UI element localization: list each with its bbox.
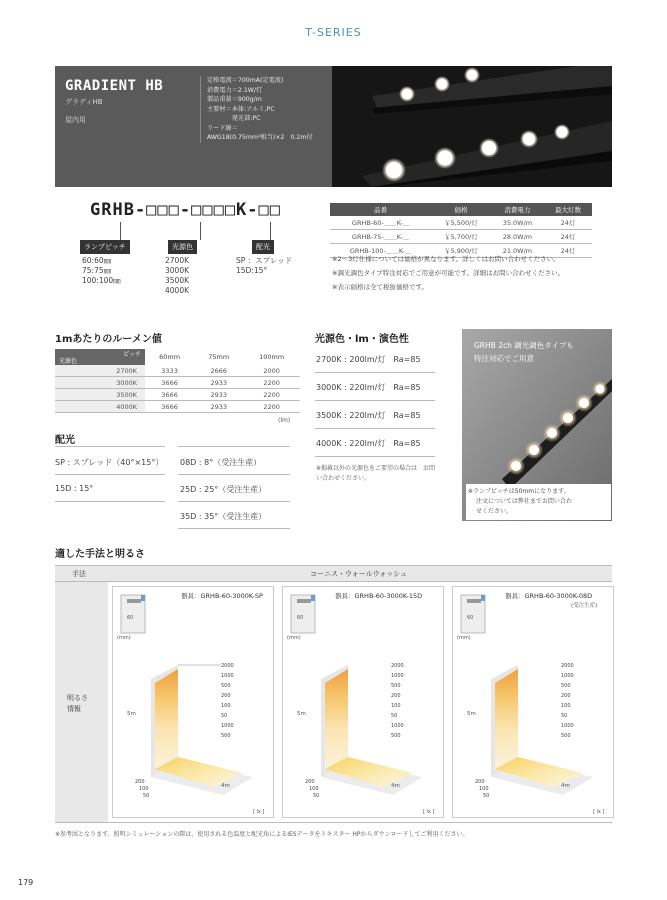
pitch-label: ランプピッチ [80, 240, 130, 254]
divider [55, 474, 165, 475]
feature-note-line: ※ランプピッチは50mmになります。 [468, 488, 570, 495]
divider [178, 528, 290, 529]
spec-line: 製品重量＝900g/m [207, 96, 262, 103]
lx-label: 1000 [391, 723, 404, 729]
product-use: 屋内用 [65, 116, 86, 124]
spec-line: 発光部:PC [207, 115, 261, 122]
color-options [165, 256, 189, 296]
cell: GRHB-100-＿＿K-＿ [330, 244, 431, 258]
cell: ￥5,500/灯 [431, 216, 491, 230]
color-option: 3500K [165, 276, 190, 285]
lumen-header: 100mm [243, 349, 300, 365]
cell: 35.0W/m [491, 216, 544, 230]
lx-unit: [ lx ] [423, 809, 435, 815]
brightness-panel-15d [282, 586, 444, 818]
colortemp-title: 光源色・lm・演色性 [315, 334, 409, 345]
spec-line: 定格電流＝700mA(定電流) [207, 77, 284, 84]
colortemp-note: ※掲載以外の光源色をご要望の場合は お問い合わせください。 [316, 465, 436, 482]
spec-line: リード線＝ [207, 124, 238, 132]
lx-label: 100 [309, 786, 319, 792]
distribution-item: SP : スプレッド（40°×15°） [55, 458, 164, 467]
lx-unit: [ lx ] [593, 809, 605, 815]
depth-label: 4m [561, 783, 570, 789]
height-label: 5m [127, 711, 136, 717]
price-header: 品番 [330, 203, 431, 216]
table-row [55, 401, 300, 413]
cell: 24灯 [544, 244, 592, 258]
lx-label: 1000 [391, 673, 404, 679]
colortemp-item: 4000K : 220lm/灯 Ra=85 [316, 439, 421, 448]
cell: 2200 [243, 389, 300, 401]
cell: GRHB-75-＿＿K-＿ [330, 230, 431, 244]
color-option: 4000K [165, 286, 190, 295]
cell: 2933 [194, 389, 243, 401]
wall-labels [561, 661, 574, 741]
method-col-left: 手法 [72, 570, 86, 578]
lx-label: 500 [391, 733, 401, 739]
colortemp-item: 2700K : 200lm/灯 Ra=85 [316, 355, 421, 364]
feature-note-line: 注文については弊社までお問い合わ [476, 498, 572, 505]
dim-label: 60 [127, 615, 134, 621]
fixture-label: 器具：GRHB-60-3000K-15D [335, 592, 423, 600]
cell: 2666 [194, 365, 243, 377]
mm-label: (mm) [457, 635, 471, 641]
lx-label: 2000 [391, 663, 404, 669]
cell: ￥5,900/灯 [431, 244, 491, 258]
height-label: 5m [467, 711, 476, 717]
lx-label: 2000 [221, 663, 234, 669]
footnote: ※参考図となります。照明シミュレーションの際は、使用される色温度と配光角によるIESデータをトキスター HPからダウンロードしてご利用ください。 [55, 831, 469, 838]
cell: GRHB-60-＿＿K-＿ [330, 216, 431, 230]
corner-top-label: ピッチ [123, 351, 141, 358]
price-header: 価格 [431, 203, 491, 216]
lumen-corner [55, 349, 145, 365]
feature-title [474, 339, 574, 365]
lumen-header: 60mm [145, 349, 194, 365]
divider [178, 501, 290, 502]
lx-label: 100 [139, 786, 149, 792]
cell: 2200 [243, 401, 300, 413]
cell: 4000K [55, 401, 145, 413]
depth-label: 4m [221, 783, 230, 789]
dim-label: 60 [467, 615, 474, 621]
product-kana: グラディHB [65, 98, 103, 106]
brightness-label [67, 693, 88, 715]
floor-labels [475, 779, 489, 800]
cell: 3500K [55, 389, 145, 401]
lumen-title: 1mあたりのルーメン値 [55, 334, 162, 345]
brightness-label-line: 情報 [67, 705, 81, 713]
brightness-panel-08d [452, 586, 614, 818]
pitch-option: 75:75㎜ [82, 266, 112, 275]
dim-label: 60 [297, 615, 304, 621]
cell: 28.0W/m [491, 230, 544, 244]
lumen-table [55, 349, 300, 413]
note-line: ※2～3灯仕様については価格が異なります。詳しくはお問い合わせください。 [332, 255, 560, 263]
beam-option: 15D:15° [236, 266, 268, 275]
wall-labels [221, 661, 234, 741]
divider [178, 446, 290, 447]
color-option: 3000K [165, 266, 190, 275]
beam-option: SP ：スプレッド [236, 256, 293, 265]
lx-label: 500 [221, 733, 231, 739]
feature-note-line: せください。 [476, 508, 513, 515]
colortemp-item: 3500K : 220lm/灯 Ra=85 [316, 411, 421, 420]
cell: 3000K [55, 377, 145, 389]
lx-label: 50 [143, 793, 150, 799]
divider [315, 456, 435, 457]
lx-label: 200 [135, 779, 145, 785]
feature-title-line: 特注対応でご用意 [474, 354, 534, 363]
lx-label: 1000 [221, 723, 234, 729]
bracket-line [270, 222, 271, 240]
table-row [55, 365, 300, 377]
made-to-order-label: (受注生産) [571, 603, 598, 609]
lx-label: 100 [391, 703, 401, 709]
feature-title-line: GRHB 2ch 調光調色タイプも [474, 341, 574, 350]
brightness-label-line: 明るさ [67, 694, 88, 702]
lx-label: 100 [561, 703, 571, 709]
divider [55, 446, 165, 447]
divider [315, 372, 435, 373]
height-label: 5m [297, 711, 306, 717]
cell: 2200 [243, 377, 300, 389]
method-col-right: コーニス・ウォールウォッシュ [310, 570, 408, 578]
distribution-title: 配光 [55, 435, 75, 446]
lx-label: 1000 [221, 673, 234, 679]
price-header: 最大灯数 [544, 203, 592, 216]
model-code: GRHB-□□□-□□□□K-□□ [90, 200, 281, 220]
price-table [330, 203, 592, 258]
lx-label: 200 [475, 779, 485, 785]
table-row [55, 377, 300, 389]
pitch-option: 100:100㎜ [82, 276, 121, 285]
price-header: 消費電力 [491, 203, 544, 216]
color-label: 光源色 [168, 240, 197, 254]
lx-label: 500 [221, 683, 231, 689]
color-option: 2700K [165, 256, 190, 265]
lx-label: 100 [479, 786, 489, 792]
floor-labels [135, 779, 149, 800]
cell: 2933 [194, 377, 243, 389]
table-row [330, 230, 592, 244]
spec-line: AWG18(0.75mm²相当)×2 0.2m付 [207, 134, 313, 141]
beam-label: 配光 [252, 240, 274, 254]
lx-label: 50 [483, 793, 490, 799]
distribution-item: 35D : 35°（受注生産） [180, 512, 267, 521]
product-photo [332, 66, 612, 187]
distribution-item: 25D : 25°（受注生産） [180, 485, 267, 494]
product-specs [200, 76, 330, 143]
fixture-label: 器具：GRHB-60-3000K-08D [505, 592, 593, 600]
pitch-option: 60:60㎜ [82, 256, 112, 265]
cell: 24灯 [544, 230, 592, 244]
note-line: ※調光調色タイプ特注対応でご用意が可能です。詳細はお問い合わせください。 [332, 269, 565, 277]
divider [178, 474, 290, 475]
distribution-item: 08D : 8°（受注生産） [180, 458, 262, 467]
divider [315, 400, 435, 401]
lx-label: 500 [561, 683, 571, 689]
cell: 24灯 [544, 216, 592, 230]
spec-line: 主要材＝本体:アルミ,PC [207, 105, 275, 113]
spec-line: 消費電力＝2.1W/灯 [207, 86, 263, 94]
mm-label: (mm) [117, 635, 131, 641]
lx-label: 50 [221, 713, 228, 719]
lx-label: 2000 [561, 663, 574, 669]
cell: 2933 [194, 401, 243, 413]
bracket-line [200, 222, 201, 240]
method-title: 適した手法と明るさ [55, 549, 145, 560]
page-number: 179 [18, 878, 34, 887]
lx-label: 50 [561, 713, 568, 719]
pitch-options [82, 256, 121, 286]
cell: 2700K [55, 365, 145, 377]
cell: 3333 [145, 365, 194, 377]
note-line: ※表示価格は全て税抜価格です。 [332, 283, 428, 291]
lx-label: 50 [391, 713, 398, 719]
beam-options [236, 256, 292, 276]
lx-label: 500 [561, 733, 571, 739]
distribution-item: 15D : 15° [55, 484, 94, 493]
product-name: GRADIENT HB [65, 78, 164, 94]
lx-label: 200 [305, 779, 315, 785]
lx-label: 500 [391, 683, 401, 689]
cell: 3666 [145, 377, 194, 389]
cell: 21.0W/m [491, 244, 544, 258]
lx-label: 50 [313, 793, 320, 799]
lx-label: 1000 [561, 673, 574, 679]
lx-label: 1000 [561, 723, 574, 729]
lx-label: 200 [391, 693, 401, 699]
corner-bottom-label: 光源色 [59, 358, 78, 365]
divider [315, 428, 435, 429]
bracket-line [120, 222, 121, 240]
divider [55, 822, 612, 823]
lx-label: 200 [221, 693, 231, 699]
lx-label: 200 [561, 693, 571, 699]
lx-label: 100 [221, 703, 231, 709]
feature-note [466, 484, 611, 520]
divider [55, 501, 165, 502]
cell: 2000 [243, 365, 300, 377]
floor-labels [305, 779, 319, 800]
lx-unit: [ lx ] [253, 809, 265, 815]
table-row [55, 389, 300, 401]
mm-label: (mm) [287, 635, 301, 641]
price-notes [332, 252, 612, 294]
lumen-unit: (lm) [278, 417, 291, 424]
table-row [330, 216, 592, 230]
wall-labels [391, 661, 404, 741]
cell: ￥5,700/灯 [431, 230, 491, 244]
lumen-header: 75mm [194, 349, 243, 365]
colortemp-item: 3000K : 220lm/灯 Ra=85 [316, 383, 421, 392]
cell: 3666 [145, 401, 194, 413]
series-title: T-SERIES [305, 26, 362, 39]
brightness-panel-sp [112, 586, 274, 818]
fixture-label: 器具：GRHB-60-3000K-SP [181, 592, 263, 600]
depth-label: 4m [391, 783, 400, 789]
cell: 3666 [145, 389, 194, 401]
